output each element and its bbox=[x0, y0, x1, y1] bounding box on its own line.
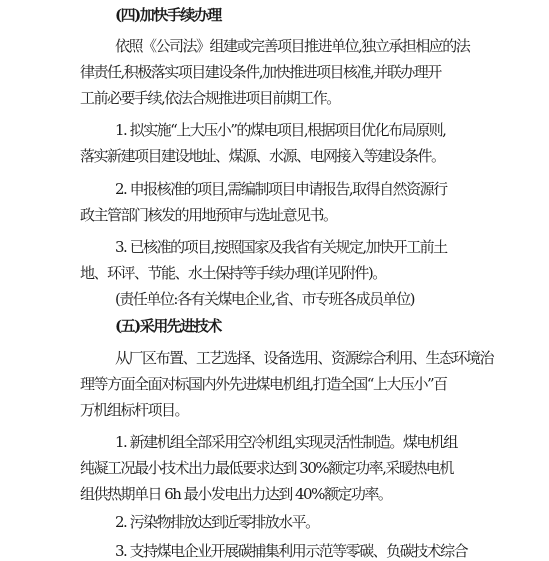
list-item-line: 1. 拟实施“上大压小”的煤电项目,根据项目优化布局原则, bbox=[115, 121, 446, 139]
paragraph-line: 依照《公司法》组建或完善项目推进单位,独立承担相应的法 bbox=[115, 37, 470, 55]
paragraph-line: 工前必要手续,依法合规推进项目前期工作。 bbox=[80, 89, 340, 107]
list-item-line: 2. 污染物排放达到近零排放水平。 bbox=[115, 513, 319, 531]
list-item-line: 政主管部门核发的用地预审与选址意见书。 bbox=[80, 206, 337, 224]
section-heading-5: (五)采用先进技术 bbox=[115, 317, 221, 335]
paragraph-line: 理等方面全面对标国内外先进煤电机组,打造全国“上大压小”百 bbox=[80, 375, 447, 393]
list-item-line: 3. 支持煤电企业开展碳捕集利用示范等零碳、负碳技术综合 bbox=[115, 542, 468, 560]
list-item-line: 3. 已核准的项目,按照国家及我省有关规定,加快开工前土 bbox=[115, 238, 447, 256]
list-item-line: 1. 新建机组全部采用空冷机组,实现灵活性制造。煤电机组 bbox=[115, 433, 457, 451]
list-item-line: 组供热期单日 6h 最小发电出力达到 40%额定功率。 bbox=[80, 485, 392, 503]
paragraph-line: 万机组标杆项目。 bbox=[80, 401, 189, 419]
list-item-line: 纯凝工况最小技术出力最低要求达到 30%额定功率,采暖热电机 bbox=[80, 459, 453, 477]
paragraph-line: 从厂区布置、工艺选择、设备选用、资源综合利用、生态环境治 bbox=[115, 349, 494, 367]
list-item-line: 落实新建项目建设地址、煤源、水源、电网接入等建设条件。 bbox=[80, 147, 445, 165]
section-heading-4: (四)加快手续办理 bbox=[115, 6, 221, 24]
list-item-line: 地、环评、节能、水土保持等手续办理(详见附件)。 bbox=[80, 264, 386, 282]
responsible-units: (责任单位:各有关煤电企业,省、市专班各成员单位) bbox=[115, 290, 415, 308]
paragraph-line: 律责任,积极落实项目建设条件,加快推进项目核准,并联办理开 bbox=[80, 63, 441, 81]
list-item-line: 2. 申报核准的项目,需编制项目申请报告,取得自然资源行 bbox=[115, 180, 447, 198]
